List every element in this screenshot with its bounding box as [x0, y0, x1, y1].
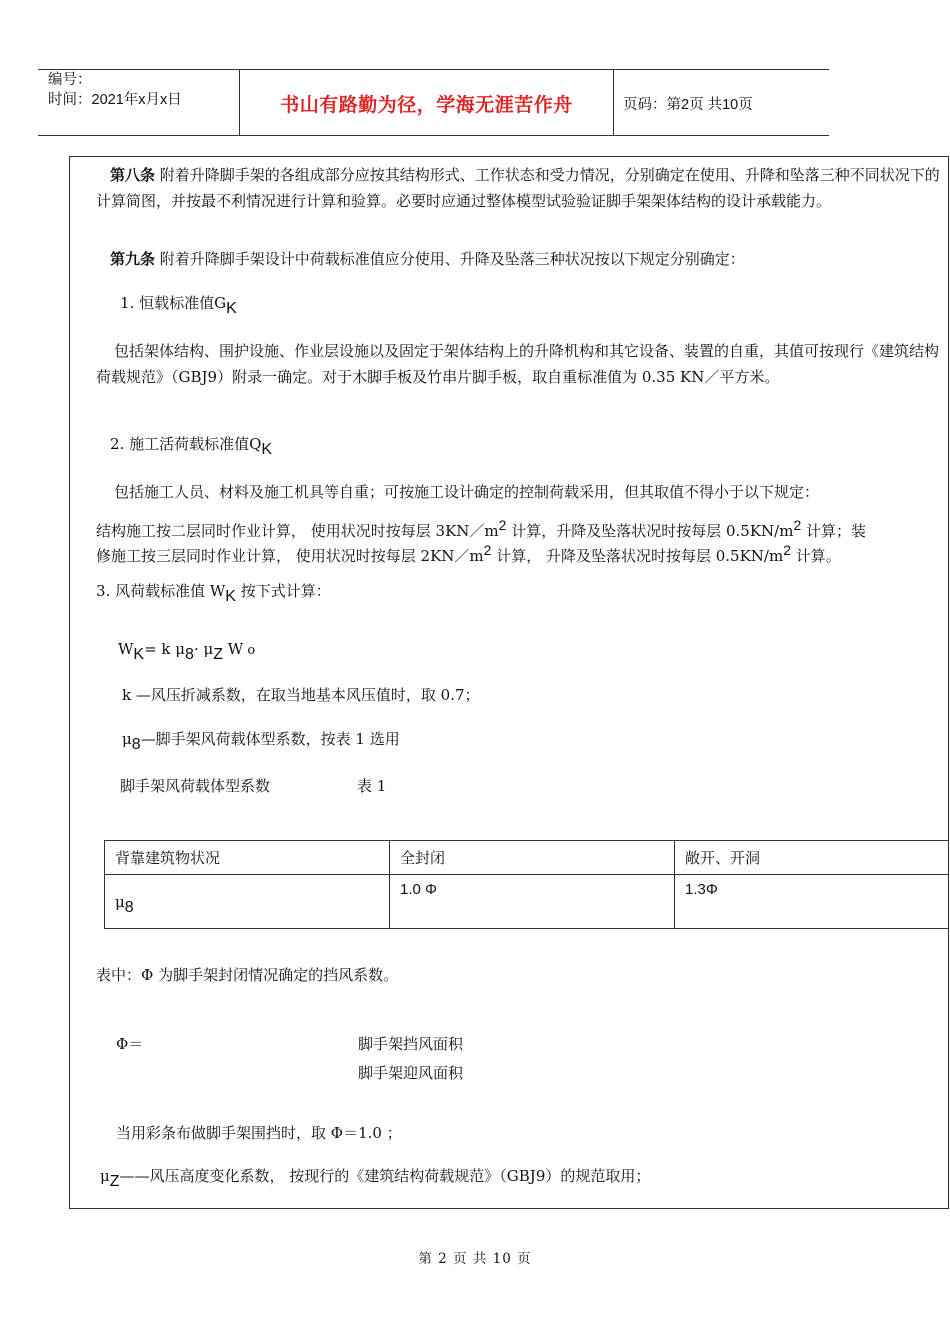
- table-row-label: μ8: [105, 875, 390, 929]
- table-title: 脚手架风荷载体型系数: [120, 777, 271, 795]
- article-8-text: 附着升降脚手架的各组成部分应按其结构形式、工作状态和受力情况，分别确定在使用、升降和坠落三种不同状况下的计算简图，并按最不利情况进行计算和验算。必要时应通过整体模型试验验证脚手架架体结构的设计承载能力。: [96, 166, 940, 210]
- item-2-rule-b: 修施工按三层同时作业计算， 使用状况时按每层 2KN／m2 计算， 升降及坠落状况时按每层 0.5KN/m2 计算。: [96, 542, 841, 565]
- table-number: 表 1: [357, 777, 387, 795]
- k-description: k —风压折减系数，在取当地基本风压值时，取 0.7；: [122, 686, 480, 704]
- number-label: 编号：: [48, 72, 92, 88]
- item-2-rule-a: 结构施工按二层同时作业计算， 使用状况时按每层 3KN／m2 计算，升降及坠落状况时按每层 0.5KN/m2 计算；装: [96, 517, 867, 540]
- phi-equation: Φ＝: [116, 1035, 144, 1053]
- phi-numerator: 脚手架挡风面积: [358, 1035, 464, 1053]
- article-8-title: 第八条: [110, 166, 156, 184]
- item-2-heading: 2. 施工活荷载标准值QK: [110, 435, 273, 458]
- header-motto: 书山有路勤为径，学海无涯苦作舟: [280, 94, 573, 116]
- table-header-cell: 背靠建筑物状况: [105, 841, 390, 875]
- item-1-text: 包括架体结构、围护设施、作业层设施以及固定于架体结构上的升降机构和其它设备、装置的自重，其值可按现行《建筑结构荷载规范》（GBJ9）附录一确定。对于木脚手板及竹串片脚手板，取自重标准值为 0.35 KN／平方米。: [96, 342, 940, 386]
- item-3-heading: 3. 风荷载标准值 WK 按下式计算：: [96, 582, 331, 605]
- time-label: 时间：2021年x月x日: [48, 92, 182, 108]
- table-header-cell: 敞开、开洞: [675, 841, 949, 875]
- phi-denominator: 脚手架迎风面积: [358, 1064, 464, 1082]
- article-9: [110, 246, 745, 272]
- table-header-row: [105, 841, 949, 875]
- header-bottom-rule: [38, 135, 829, 136]
- table-header-cell: 全封闭: [390, 841, 675, 875]
- muz-description: μZ——风压高度变化系数， 按现行的《建筑结构荷载规范》（GBJ9）的规范取用；: [100, 1167, 651, 1190]
- item-1-heading: 1. 恒载标准值GK: [120, 294, 237, 317]
- mu8-description: μ8—脚手架风荷载体型系数，按表 1 选用: [122, 730, 400, 753]
- table-row: [105, 875, 949, 929]
- header-meta: [48, 70, 182, 110]
- cloth-note: 当用彩条布做脚手架围挡时，取 Φ＝1.0 ；: [116, 1124, 402, 1142]
- table-cell: 1.3Φ: [675, 875, 949, 929]
- page-footer: 第 2 页 共 10 页: [418, 1251, 532, 1267]
- coefficient-table: [104, 840, 949, 929]
- header-divider-2: [613, 69, 614, 136]
- item-2-text: 包括施工人员、材料及施工机具等自重；可按施工设计确定的控制荷载采用，但其取值不得小于以下规定：: [114, 483, 820, 501]
- article-9-text: 附着升降脚手架设计中荷载标准值应分使用、升降及坠落三种状况按以下规定分别确定：: [155, 250, 745, 268]
- article-8: [96, 162, 946, 214]
- table-cell: 1.0 Φ: [390, 875, 675, 929]
- article-9-title: 第九条: [110, 250, 156, 268]
- wind-formula: WK= k μ8· μZ W o: [118, 640, 256, 663]
- phi-definition: 表中：Φ 为脚手架封闭情况确定的挡风系数。: [96, 966, 399, 984]
- header-page-label: 页码：第2页 共10页: [623, 97, 753, 113]
